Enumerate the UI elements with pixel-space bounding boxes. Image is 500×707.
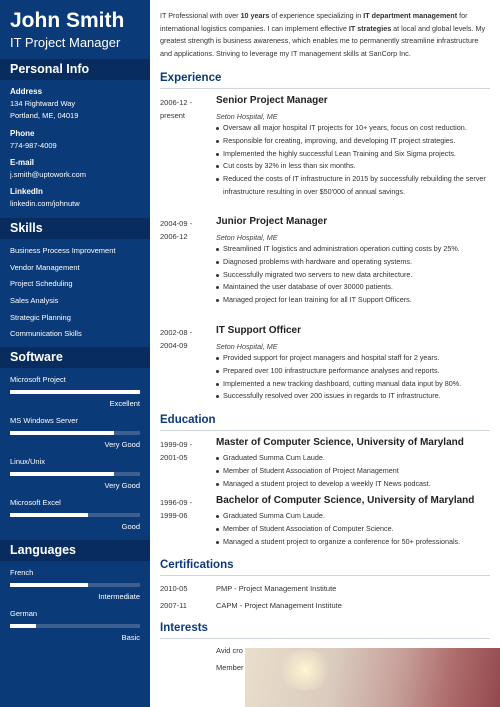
language-name: German xyxy=(10,609,38,618)
summary-text: of experience specializing in xyxy=(269,11,364,20)
bar-fill xyxy=(10,583,88,587)
date-start: 1996-09 - xyxy=(160,498,193,507)
list-item: Successfully resolved over 200 issues in regards to IT infrastructure. xyxy=(216,390,490,403)
list-item: Provided support for project managers and hospital staff for 2 years. xyxy=(216,352,490,365)
cert-name: CAPM - Project Management Institute xyxy=(216,601,342,610)
bar-fill xyxy=(10,431,114,435)
interest-item: Avid cro xyxy=(216,646,243,655)
list-item: Cut costs by 32% in less than six months. xyxy=(216,160,490,173)
skill-item: Vendor Management xyxy=(10,263,80,272)
software-section xyxy=(0,347,150,368)
interests-heading: Interests xyxy=(160,622,490,639)
date-start: 2004-09 - xyxy=(160,219,193,228)
software-name: MS Windows Server xyxy=(10,416,78,425)
date-start: 2002-08 - xyxy=(160,328,193,337)
skill-item: Sales Analysis xyxy=(10,296,59,305)
profile-summary xyxy=(160,10,490,60)
software-level: Excellent xyxy=(109,399,140,408)
list-item: Managed project for lean training for all IT Support Officers. xyxy=(216,294,490,307)
job-dates xyxy=(160,326,192,352)
personal-info-heading: Personal Info xyxy=(0,59,150,80)
cert-date: 2007-11 xyxy=(160,601,187,610)
software-name: Microsoft Excel xyxy=(10,498,61,507)
sidebar xyxy=(0,0,150,707)
list-item: Prepared over 100 infrastructure performance analyses and reports. xyxy=(216,365,490,378)
date-end: 2004-09 xyxy=(160,341,188,350)
candidate-name: John Smith xyxy=(10,9,125,32)
job-company: Seton Hospital, ME xyxy=(216,342,278,351)
degree-title: Master of Computer Science, University of Maryland xyxy=(216,437,464,448)
skill-item: Business Process Improvement xyxy=(10,246,116,255)
job-company: Seton Hospital, ME xyxy=(216,112,278,121)
software-level-bar xyxy=(10,513,140,517)
software-level-bar xyxy=(10,390,140,394)
skill-item: Communication Skills xyxy=(10,329,82,338)
job-dates xyxy=(160,96,192,122)
skill-item: Strategic Planning xyxy=(10,313,71,322)
cert-name: PMP - Project Management Institute xyxy=(216,584,337,593)
overlay-glow xyxy=(275,650,335,690)
date-end: 2001-05 xyxy=(160,453,188,462)
job-dates xyxy=(160,217,192,243)
list-item: Implemented a new tracking dashboard, cutting manual data input by 80%. xyxy=(216,378,490,391)
list-item: Diagnosed problems with hardware and operating systems. xyxy=(216,256,490,269)
language-level: Basic xyxy=(121,633,140,642)
job-bullets xyxy=(216,352,490,403)
linkedin-link[interactable]: linkedin.com/johnutw xyxy=(10,199,80,208)
list-item: Member of Student Association of Computer Science. xyxy=(216,523,490,536)
list-item: Successfully migrated two servers to new data architecture. xyxy=(216,269,490,282)
summary-text: IT Professional with over xyxy=(160,11,241,20)
email-label: E-mail xyxy=(10,158,35,167)
job-bullets xyxy=(216,243,490,307)
language-name: French xyxy=(10,568,34,577)
list-item: Implemented the highly successful Lean Training and Six Sigma projects. xyxy=(216,148,490,161)
software-level-bar xyxy=(10,472,140,476)
list-item: Graduated Summa Cum Laude. xyxy=(216,510,490,523)
email-link[interactable]: j.smith@uptowork.com xyxy=(10,170,86,179)
education-bullets xyxy=(216,452,490,490)
languages-heading: Languages xyxy=(0,540,150,561)
date-start: 1999-09 - xyxy=(160,440,193,449)
job-title: IT Support Officer xyxy=(216,325,301,336)
skills-heading: Skills xyxy=(0,218,150,239)
date-end: present xyxy=(160,111,186,120)
date-end: 2006-12 xyxy=(160,232,188,241)
list-item: Member of Student Association of Project Management xyxy=(216,465,490,478)
bar-fill xyxy=(10,472,114,476)
certifications-heading: Certifications xyxy=(160,559,490,576)
summary-emphasis: IT department management xyxy=(363,11,458,20)
skills-section xyxy=(0,218,150,239)
summary-text: for international logistics companies. I can implement effective xyxy=(160,11,468,33)
list-item: Maintained the user database of over 30000 patients. xyxy=(216,281,490,294)
list-item: Graduated Summa Cum Laude. xyxy=(216,452,490,465)
bar-fill xyxy=(10,390,140,394)
software-level: Very Good xyxy=(104,440,140,449)
skill-item: Project Scheduling xyxy=(10,279,73,288)
education-heading: Education xyxy=(160,414,490,431)
education-dates xyxy=(160,496,192,522)
job-title: Senior Project Manager xyxy=(216,95,328,106)
language-level: Intermediate xyxy=(98,592,140,601)
phone-label: Phone xyxy=(10,129,35,138)
language-level-bar xyxy=(10,624,140,628)
language-level-bar xyxy=(10,583,140,587)
date-end: 1999-06 xyxy=(160,511,188,520)
software-name: Microsoft Project xyxy=(10,375,66,384)
bar-fill xyxy=(10,624,36,628)
languages-section xyxy=(0,540,150,561)
list-item: Responsible for creating, improving, and developing IT project strategies. xyxy=(216,135,490,148)
list-item: Oversaw all major hospital IT projects for 10+ years, focus on cost reduction. xyxy=(216,122,490,135)
phone-value: 774-987-4009 xyxy=(10,141,57,150)
software-level: Very Good xyxy=(104,481,140,490)
summary-text: at local and global levels. My greatest strength is business awareness, which enables me to permanently streamline infrastructure and applications. Striving to leverage my IT management skills at SanCorp Inc. xyxy=(160,23,486,58)
education-dates xyxy=(160,438,192,464)
experience-heading: Experience xyxy=(160,72,490,89)
cert-date: 2010-05 xyxy=(160,584,188,593)
interest-item: Member xyxy=(216,663,244,672)
job-bullets xyxy=(216,122,490,199)
degree-title: Bachelor of Computer Science, University of Maryland xyxy=(216,495,475,506)
personal-info-section xyxy=(0,59,150,80)
summary-emphasis: IT strategies xyxy=(348,23,392,33)
address-line2: Portland, ME, 04019 xyxy=(10,111,79,120)
software-name: Linux/Unix xyxy=(10,457,46,466)
list-item: Streamlined IT logistics and administration operation cutting costs by 25%. xyxy=(216,243,490,256)
list-item: Reduced the costs of IT infrastructure in 2015 by successfully rebuilding the server infrastructure resulting in over $50'000 of annual savings. xyxy=(216,173,490,199)
list-item: Managed a student project to organize a conference for 50+ professionals. xyxy=(216,536,490,549)
linkedin-label: LinkedIn xyxy=(10,187,43,196)
bar-fill xyxy=(10,513,88,517)
list-item: Managed a student project to develop a weekly IT News podcast. xyxy=(216,478,490,491)
education-bullets xyxy=(216,510,490,548)
date-start: 2006-12 - xyxy=(160,98,193,107)
software-level-bar xyxy=(10,431,140,435)
job-company: Seton Hospital, ME xyxy=(216,233,278,242)
software-heading: Software xyxy=(0,347,150,368)
address-label: Address xyxy=(10,87,43,96)
software-level: Good xyxy=(121,522,140,531)
address-line1: 134 Rightward Way xyxy=(10,99,76,108)
job-title: Junior Project Manager xyxy=(216,216,328,227)
candidate-role: IT Project Manager xyxy=(10,35,121,50)
summary-emphasis: 10 years xyxy=(240,11,270,20)
